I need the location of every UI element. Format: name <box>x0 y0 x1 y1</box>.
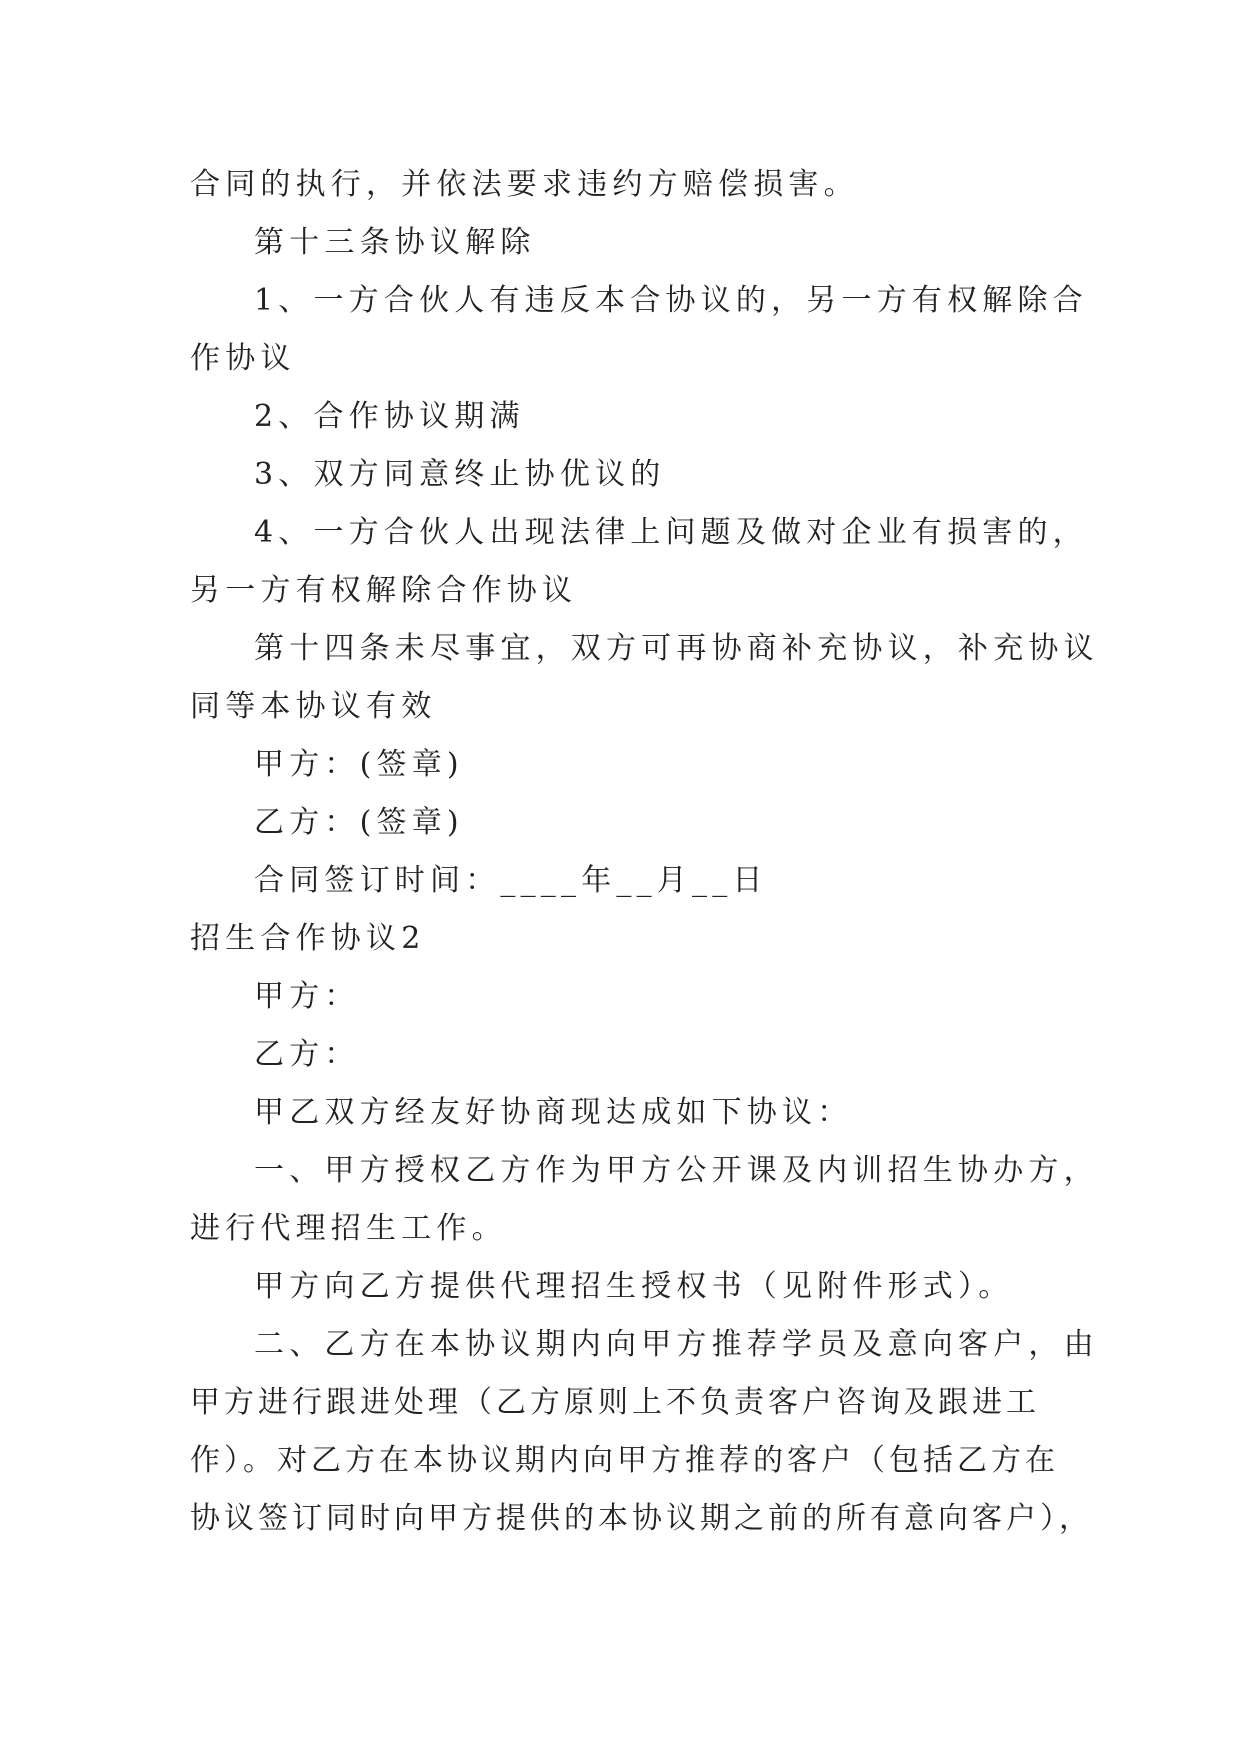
text-line: 作）。对乙方在本协议期内向甲方推荐的客户（包括乙方在 <box>190 1443 1059 1478</box>
clause-heading: 第十四条未尽事宜，双方可再协商补充协议，补充协议 <box>254 631 1099 666</box>
text-line: 一、甲方授权乙方作为甲方公开课及内训招生协办方， <box>254 1153 1099 1188</box>
clause-heading: 第十三条协议解除 <box>254 225 536 260</box>
text-line: 协议签订同时向甲方提供的本协议期之前的所有意向客户）， <box>190 1501 1093 1536</box>
document-body <box>190 156 1099 1548</box>
text-line: 甲乙双方经友好协商现达成如下协议： <box>254 1095 853 1130</box>
text-line: 作协议 <box>190 341 296 376</box>
text-line: 合同的执行，并依法要求违约方赔偿损害。 <box>190 167 859 202</box>
text-line: 另一方有权解除合作协议 <box>190 573 578 608</box>
party-b-signature: 乙方：(签章) <box>254 805 464 840</box>
party-a-signature: 甲方：(签章) <box>254 747 464 782</box>
text-line: 同等本协议有效 <box>190 689 437 724</box>
text-line: 二、乙方在本协议期内向甲方推荐学员及意向客户，由 <box>254 1327 1099 1362</box>
text-line: 4、一方合伙人出现法律上问题及做对企业有损害的， <box>254 515 1088 550</box>
text-line: 3、双方同意终止协优议的 <box>254 457 666 492</box>
signing-date: 合同签订时间：____年__月__日 <box>254 863 768 898</box>
party-b-label: 乙方： <box>254 1037 360 1072</box>
text-line: 甲方向乙方提供代理招生授权书（见附件形式）。 <box>254 1269 1014 1304</box>
text-line: 2、合作协议期满 <box>254 399 525 434</box>
text-line: 甲方进行跟进处理（乙方原则上不负责客户咨询及跟进工 <box>190 1385 1040 1420</box>
section-title: 招生合作协议2 <box>190 921 426 956</box>
text-line: 1、一方合伙人有违反本合协议的，另一方有权解除合 <box>254 283 1088 318</box>
text-line: 进行代理招生工作。 <box>190 1211 507 1246</box>
party-a-label: 甲方： <box>254 979 360 1014</box>
